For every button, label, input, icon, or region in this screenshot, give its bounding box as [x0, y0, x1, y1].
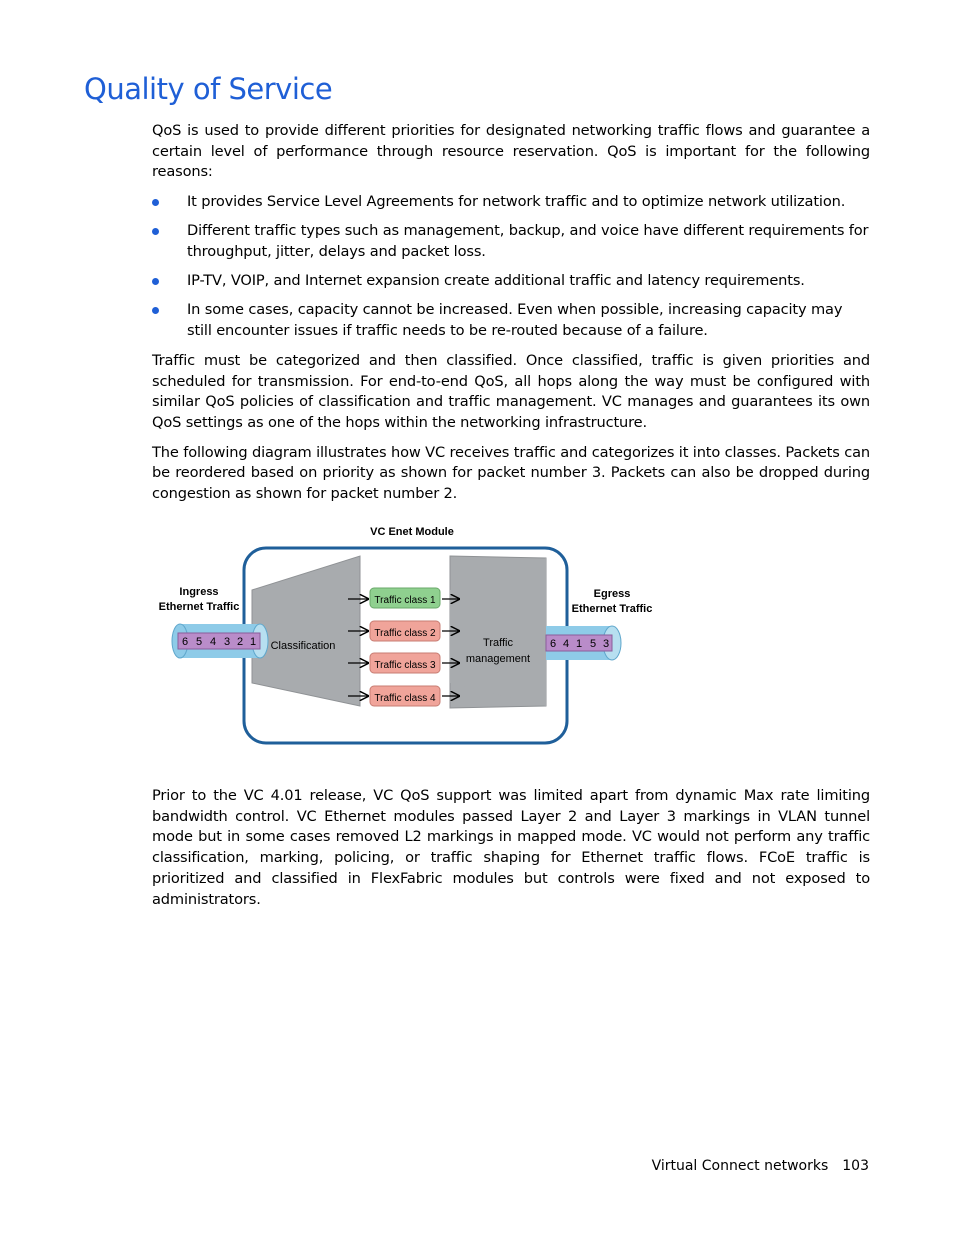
traffic-class-1	[370, 588, 440, 608]
page-title: Quality of Service	[84, 72, 333, 106]
module-label: VC Enet Module	[370, 526, 454, 538]
traffic-management-label-2: management	[465, 653, 531, 665]
traffic-class-4	[370, 686, 440, 706]
intro-paragraph: QoS is used to provide different priorities for designated networking traffic flows and guarantee a certain level of performance through resource reservation. QoS is important for the following reasons:	[152, 122, 870, 181]
svg-text:3: 3	[223, 636, 231, 648]
bullet-icon	[152, 307, 159, 314]
page-footer	[652, 1158, 869, 1174]
egress-label-2: Ethernet Traffic	[571, 603, 653, 615]
bullet-icon	[152, 228, 159, 235]
svg-text:4: 4	[562, 638, 570, 650]
page-number: 103	[842, 1158, 869, 1174]
diagram-intro-paragraph: The following diagram illustrates how VC receives traffic and categorizes it into classes. Packets can be reordered based on priority as shown for packet number 3. Packets can also be dropped during congestion as shown for packet number 2.	[152, 443, 870, 503]
body-text	[152, 121, 870, 514]
egress-packets	[546, 635, 612, 651]
svg-text:Traffic class 2: Traffic class 2	[374, 628, 436, 639]
classification-paragraph: Traffic must be categorized and then classified. Once classified, traffic is given priorities and scheduled for transmission. For end-to-end QoS, all hops along the way must be configured with similar QoS policies of classification and traffic management. VC manages and guarantees its own QoS settings as one of the hops within the networking infrastructure.	[152, 351, 870, 431]
bullet-icon	[152, 278, 159, 285]
svg-text:1: 1	[249, 636, 257, 648]
traffic-class-2	[370, 621, 440, 641]
svg-text:3: 3	[602, 638, 610, 650]
ingress-label-2: Ethernet Traffic	[158, 601, 240, 613]
svg-text:Traffic class 1: Traffic class 1	[374, 595, 436, 606]
history-section	[152, 786, 870, 919]
list-item: Different traffic types such as management, backup, and voice have different requirements for throughput, jitter, delays and packet loss.	[152, 221, 870, 262]
svg-text:5: 5	[195, 636, 203, 648]
egress-label-1: Egress	[593, 588, 631, 600]
classification-label: Classification	[270, 640, 336, 652]
history-paragraph: Prior to the VC 4.01 release, VC QoS support was limited apart from dynamic Max rate limiting bandwidth control. VC Ethernet modules passed Layer 2 and Layer 3 markings in VLAN tunnel mode but in some cases removed L2 markings in mapped mode. VC would not perform any traffic classification, marking, policing, or traffic shaping for Ethernet traffic flows. FCoE traffic is prioritized and classified in FlexFabric modules but controls were fixed and not exposed to administrators.	[152, 787, 870, 908]
svg-text:5: 5	[589, 638, 597, 650]
traffic-management-label-1: Traffic	[483, 637, 513, 649]
list-item: IP-TV, VOIP, and Internet expansion create additional traffic and latency requirements.	[152, 271, 870, 292]
svg-text:2: 2	[236, 636, 244, 648]
list-item: It provides Service Level Agreements for network traffic and to optimize network utilization.	[152, 192, 870, 213]
svg-text:Traffic class 4: Traffic class 4	[374, 693, 436, 704]
svg-text:1: 1	[575, 638, 583, 650]
svg-text:6: 6	[549, 638, 557, 650]
svg-text:4: 4	[209, 636, 217, 648]
footer-section: Virtual Connect networks	[651, 1158, 829, 1174]
ingress-label-1: Ingress	[179, 586, 219, 598]
traffic-class-3	[370, 653, 440, 673]
bullet-icon	[152, 199, 159, 206]
svg-text:Traffic class 3: Traffic class 3	[374, 660, 436, 671]
svg-text:6: 6	[181, 636, 189, 648]
ingress-packets	[178, 633, 260, 649]
reasons-list	[152, 192, 870, 342]
list-item: In some cases, capacity cannot be increased. Even when possible, increasing capacity may still encounter issues if traffic needs to be re-routed because of a failure.	[152, 300, 870, 341]
qos-diagram	[150, 518, 660, 753]
